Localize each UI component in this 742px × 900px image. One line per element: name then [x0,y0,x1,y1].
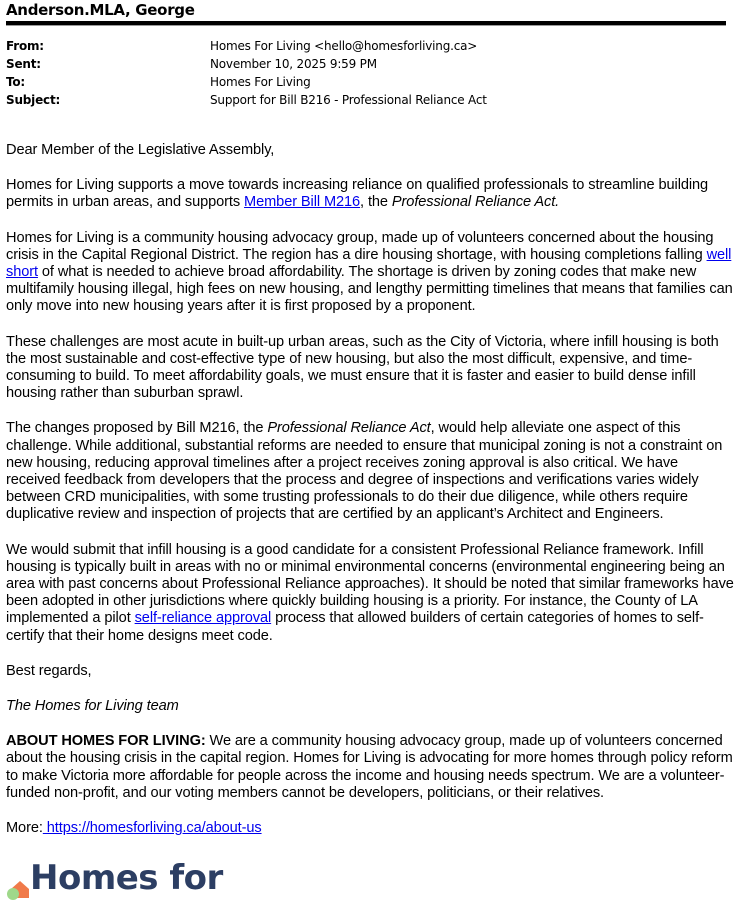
from-value: Homes For Living <hello@homesforliving.ca> [210,39,478,53]
p5-text-after: process that allowed builders of certain categories of homes to self-certify that their home designs meet code. [6,610,704,644]
signature: The Homes for Living team [6,698,179,715]
subject-label: Subject: [6,93,61,107]
p4-text-after: , would help alleviate one aspect of this challenge. While additional, substantial reforms are needed to ensure that municipal zoning is not a constraint on new housing, reducing approval timelines after a project receives zoning approval is also critical. We have received feedback from developers that the process and degree of inspections and verifications varies widely between CRD municipalities, with some trusting professionals to do their due diligence, while others require duplicative review and inspection of projects that are certified by an applicant’s Architect and Engineers. [6,420,723,523]
well-short-link[interactable]: well short [6,246,732,281]
email-header [6,37,487,109]
to-label: To: [6,75,26,89]
sent-value: November 10, 2025 9:59 PM [210,57,377,71]
header-row-sent [6,55,487,73]
paragraph-about-group [6,230,736,316]
sent-label: Sent: [6,57,41,71]
print-header [6,0,726,26]
paragraph-changes [6,420,736,523]
homes-for-living-logo [7,858,223,898]
about-text: We are a community housing advocacy group, made up of volunteers concerned about the housing crisis in the capital region. Homes for Living is advocating for more homes through policy reform to make Victoria more affordable for people across the income and housing needs spectrum. We are a volunteer-funded non-profit, and our voting members cannot be developers, politicians, or their relatives. [6,733,733,801]
from-label: From: [6,39,44,53]
email-body [6,142,736,855]
header-row-subject [6,91,487,109]
header-row-from [6,37,487,55]
p1-text: Homes for Living supports a move towards increasing reliance on qualified professionals to streamline building permits in urban areas, and supports [6,177,709,211]
paragraph-submission [6,542,736,645]
logo-text: Homes for [30,858,223,898]
header-divider [6,21,726,26]
p1-text-mid: , the [360,194,392,211]
paragraph-about [6,733,736,802]
p2-text-after: of what is needed to achieve broad affordability. The shortage is driven by zoning codes that make new multifamily housing illegal, high fees on new housing, and lengthy permitting timelines that means that families can only move into new housing years after it is first proposed by a proponent. [6,264,733,315]
self-reliance-link[interactable]: self-reliance approval [134,610,272,627]
act-title: Professional Reliance Act. [391,194,560,211]
about-label: ABOUT HOMES FOR LIVING: [6,733,206,750]
paragraph-support [6,177,736,211]
p4-text: The changes proposed by Bill M216, the [6,420,268,437]
to-value: Homes For Living [210,75,311,89]
member-bill-link[interactable]: Member Bill M216 [244,194,361,211]
more-line [6,820,736,837]
closing: Best regards, [6,662,92,679]
subject-value: Support for Bill B216 - Professional Reliance Act [210,93,487,107]
paragraph-challenges: These challenges are most acute in built-up urban areas, such as the City of Victoria, where infill housing is both the most sustainable and cost-effective type of new housing, but also the most difficult, expensive, and time-consuming to build. To meet affordability goals, we must ensure that it is faster and easier to build dense infill housing rather than suburban sprawl. [6,333,719,402]
house-icon [7,865,29,898]
p2-text: Homes for Living is a community housing advocacy group, made up of volunteers concerned about the housing crisis in the Capital Regional District. The region has a dire housing shortage, with housing completions falling [6,229,714,263]
act-title-2: Professional Reliance Act [267,420,431,437]
header-row-to [6,73,487,91]
p5-text: We would submit that infill housing is a good candidate for a consistent Professional Reliance framework. Infill housing is typically built in areas with no or minimal environmental concerns (environmental engineering being an area with past concerns about Professional Reliance approaches). It should be noted that similar frameworks have been adopted in other jurisdictions where quickly building housing is a priority. For instance, the County of LA implemented a pilot [6,541,734,627]
salutation: Dear Member of the Legislative Assembly, [6,142,275,158]
more-label: More: [6,820,43,837]
recipient-name: Anderson.MLA, George [6,1,195,19]
about-us-link[interactable]: https://homesforliving.ca/about-us [42,820,262,837]
